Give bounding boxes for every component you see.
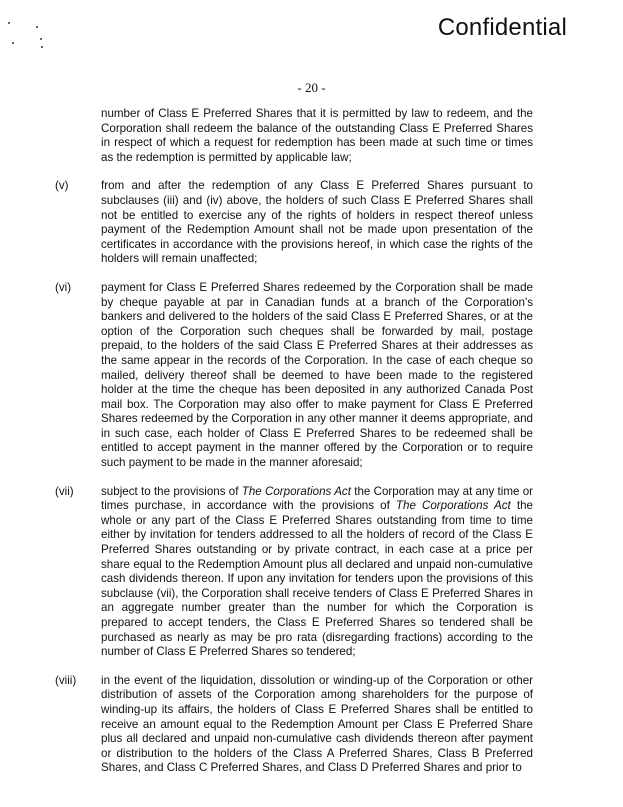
clause-number: (vii) <box>55 484 74 498</box>
document-body <box>55 107 533 790</box>
clause-number: (vi) <box>55 280 72 294</box>
clause-text-part: the Corporation may at any time or times purchase, in accordance with the provisions of <box>101 484 533 513</box>
clause-number: (v) <box>55 179 69 193</box>
statute-name: The Corporations Act <box>241 484 351 498</box>
confidential-label: Confidential <box>437 14 567 41</box>
clause-text <box>101 485 533 660</box>
clause-vi <box>55 281 533 471</box>
clause-text: in the event of the liquidation, dissolution or winding-up of the Corporation or other distribution of assets of the Corporation among shareholders for the purpose of winding-up its affairs, the holders of Class E Preferred Shares shall be entitled to receive an amount equal to the Redemption Amount per Class E Preferred Share plus all declared and unpaid non-cumulative cash dividends thereon after payment or distribution to the holders of the Class A Preferred Shares, Class B Preferred Shares, and Class C Preferred Shares, and Class D Preferred Shares and prior to <box>101 673 533 775</box>
clause-text: payment for Class E Preferred Shares redeemed by the Corporation shall be made by cheque payable at par in Canadian funds at a branch of the Corporation's bankers and delivered to the holders of the said Class E Preferred Shares, or at the option of the Corporation such cheques shall be forwarded by mail, postage prepaid, to the holders of the said Class E Preferred Shares at their addresses as the same appear in the records of the Corporation. In the case of each cheque so mailed, delivery thereof shall be deemed to have been made to the registered holder at the time the cheque has been deposited in any authorized Canada Post mail box. The Corporation may also offer to make payment for Class E Preferred Shares redeemed by the Corporation in any other manner it deems appropriate, and in such case, each holder of Class E Preferred Shares to be redeemed shall be entitled to accept payment in the manner offered by the Corporation or to require such payment to be made in the manner aforesaid; <box>101 280 533 470</box>
clause-vii <box>55 485 533 660</box>
clause-text-part: the whole or any part of the Class E Preferred Shares outstanding from time to time either by invitation for tenders addressed to all the holders of record of the Class E Preferred Shares outstanding or by private contract, in each case at a price per share equal to the Redemption Amount plus all declared and unpaid non-cumulative cash dividends thereon. If upon any invitation for tenders upon the provisions of this subclause (vii), the Corporation shall receive tenders of Class E Preferred Shares in an aggregate number greater than the number for which the Corporation is prepared to accept tenders, the Class E Preferred Shares so tendered shall be purchased as nearly as may be pro rata (disregarding fractions) according to the number of Class E Preferred Shares so tendered; <box>101 499 533 659</box>
clause-v <box>55 179 533 267</box>
statute-name: The Corporations Act <box>395 499 511 513</box>
clause-text: from and after the redemption of any Class E Preferred Shares pursuant to subclauses (iii) and (iv) above, the holders of such Class E Preferred Shares shall not be entitled to exercise any of the rights of holders in respect thereof unless payment of the Redemption Amount shall not be made upon presentation of the certificates in accordance with the provisions hereof, in which case the rights of the holders will remain unaffected; <box>101 179 533 266</box>
paragraph-continuation: number of Class E Preferred Shares that it is permitted by law to redeem, and the Corporation shall redeem the balance of the outstanding Class E Preferred Shares in respect of which a request for redemption has been made at such time or times as the redemption is permitted by applicable law; <box>101 107 533 164</box>
clause-text-part: subject to the provisions of <box>101 484 242 498</box>
clause-viii <box>55 674 533 776</box>
page-number: - 20 - <box>297 80 326 95</box>
clause-number: (viii) <box>55 673 77 687</box>
